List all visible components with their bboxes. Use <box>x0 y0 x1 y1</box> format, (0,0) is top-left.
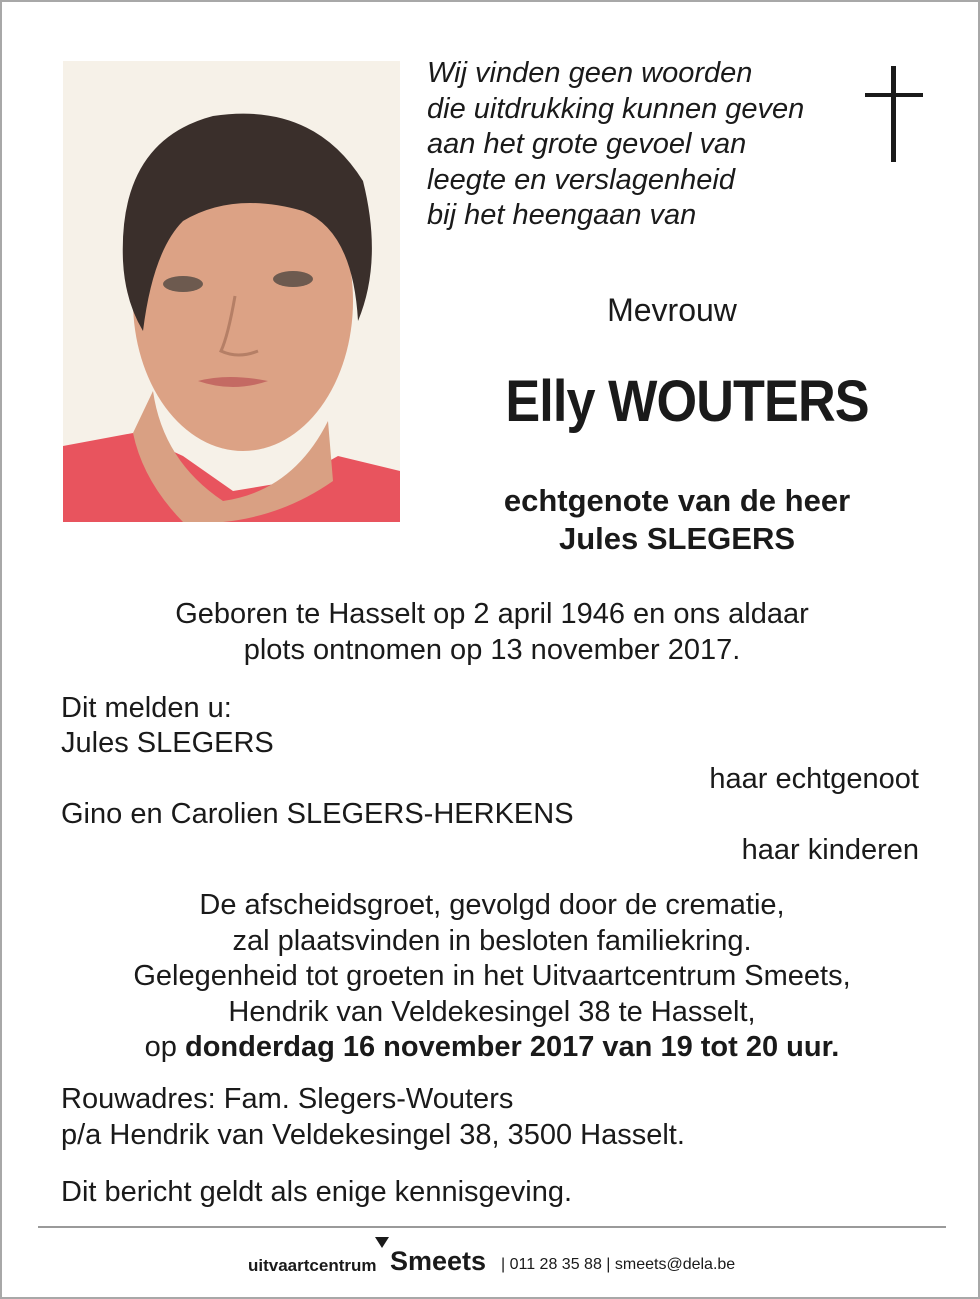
portrait-photo <box>63 61 400 522</box>
announcer-name: Gino en Carolien SLEGERS-HERKENS <box>61 798 574 830</box>
spouse-block <box>432 482 922 558</box>
notice-text: Dit bericht geldt als enige kennisgeving. <box>61 1176 573 1208</box>
honorific: Mevrouw <box>607 292 737 328</box>
birth-death-text <box>62 596 922 668</box>
poem-line: leegte en verslagenheid <box>427 163 735 196</box>
death-line: plots ontnomen op 13 november 2017. <box>243 634 741 666</box>
deceased-name: Elly WOUTERS <box>505 369 869 434</box>
footer-prefix: uitvaartcentrum <box>248 1256 377 1275</box>
footer-contact: | 011 28 35 88 | smeets@dela.be <box>501 1256 736 1273</box>
ceremony-line: zal plaatsvinden in besloten familiekring. <box>232 924 752 957</box>
ceremony-line: Gelegenheid tot groeten in het Uitvaartcentrum Smeets, <box>133 960 851 993</box>
mourning-address <box>61 1082 685 1153</box>
poem-line: die uitdrukking kunnen geven <box>427 92 805 125</box>
poem-line: Wij vinden geen woorden <box>427 57 753 89</box>
announcer-name: Jules SLEGERS <box>61 727 274 759</box>
footer <box>2 1242 980 1282</box>
footer-divider <box>38 1226 946 1228</box>
ceremony-line: De afscheidsgroet, gevolgd door de crematie, <box>199 889 785 921</box>
address-line: Rouwadres: Fam. Slegers-Wouters <box>61 1083 514 1115</box>
address-line: p/a Hendrik van Veldekesingel 38, 3500 Hasselt. <box>61 1118 685 1151</box>
announcer-relation: haar echtgenoot <box>709 763 919 795</box>
spouse-intro: echtgenote van de heer <box>503 483 851 518</box>
announcers-intro: Dit melden u: <box>61 692 232 724</box>
poem-line: bij het heengaan van <box>427 199 697 231</box>
spouse-name: Jules SLEGERS <box>558 521 796 556</box>
ceremony-date: donderdag 16 november 2017 van 19 tot 20 uur. <box>184 1031 840 1064</box>
footer-brand: Smeets <box>390 1246 487 1276</box>
ceremony-text <box>62 888 922 1066</box>
announcer-relation: haar kinderen <box>741 834 919 866</box>
arrow-down-icon <box>375 1237 389 1248</box>
poem-line: aan het grote gevoel van <box>427 128 747 160</box>
poem-text <box>427 56 857 234</box>
portrait-illustration <box>63 61 400 522</box>
cross-icon <box>865 66 925 162</box>
ceremony-line: Hendrik van Veldekesingel 38 te Hasselt, <box>228 995 756 1028</box>
ceremony-date-prefix: op <box>144 1031 177 1064</box>
birth-line: Geboren te Hasselt op 2 april 1946 en ons aldaar <box>175 598 809 630</box>
ceremony-date-line <box>62 1030 922 1066</box>
